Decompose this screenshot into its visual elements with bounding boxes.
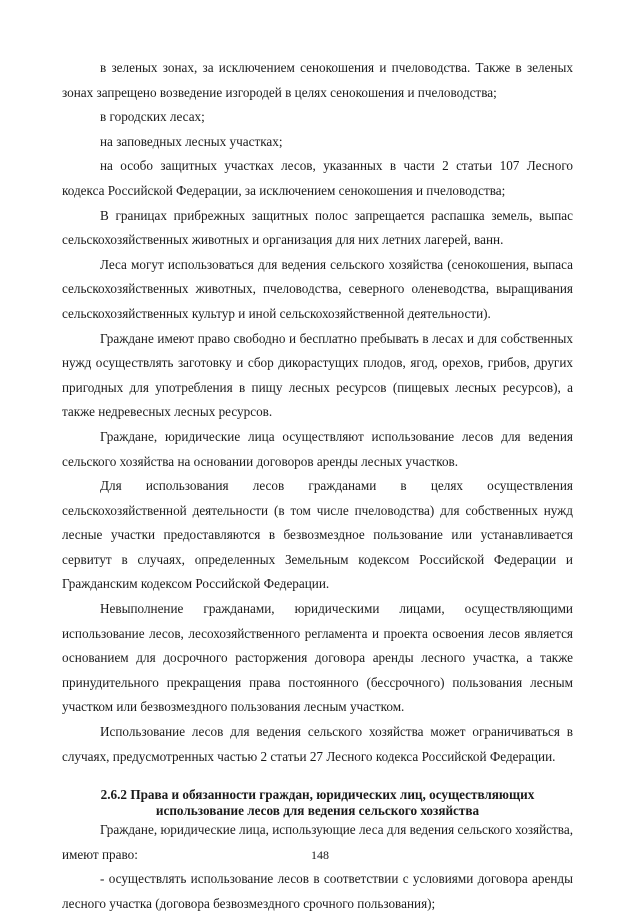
paragraph: - осуществлять использование лесов в соответствии с условиями договора аренды лесного участка (договора безвозмездного срочного пользования); [62, 871, 573, 911]
paragraph: В границах прибрежных защитных полос запрещается распашка земель, выпас сельскохозяйственных животных и организация для них летних лагерей, ванн. [62, 207, 573, 248]
paragraph: на заповедных лесных участках; [100, 133, 283, 149]
paragraph: Граждане, юридические лица осуществляют использование лесов для ведения сельского хозяйства на основании договоров аренды лесных участков. [62, 428, 573, 469]
paragraph: в городских лесах; [100, 109, 205, 125]
paragraph: Для использования лесов гражданами в целях осуществления сельскохозяйственной деятельности (в том числе пчеловодства) для собственных нужд лесные участки предоставляются в безвозмездное пользование или устанавливается сервитут в случаях, определенных Земельным кодексом Российской Федерации и Гражданским кодексом Российской Федерации. [62, 478, 573, 592]
document-body [62, 56, 573, 917]
paragraph: Невыполнение гражданами, юридическими лицами, осуществляющими использование лесов, лесохозяйственного регламента и проекта освоения лесов является основанием для досрочного расторжения договора аренды лесного участка, а также принудительного прекращения права постоянного (бессрочного) пользования лесным участком или безвозмездного пользования лесным участком. [62, 601, 573, 715]
paragraph: Леса могут использоваться для ведения сельского хозяйства (сенокошения, выпаса сельскохозяйственных животных, пчеловодства, северного оленеводства, выращивания сельскохозяйственных культур и иной сельскохозяйственной деятельности). [62, 256, 573, 321]
section-heading: 2.6.2 Права и обязанности граждан, юридических лиц, осуществляющих использование лесов для ведения сельского хозяйства [100, 787, 535, 818]
paragraph: на особо защитных участках лесов, указанных в части 2 статьи 107 Лесного кодекса Российской Федерации, за исключением сенокошения и пчеловодства; [62, 158, 573, 198]
paragraph: Использование лесов для ведения сельского хозяйства может ограничиваться в случаях, предусмотренных частью 2 статьи 27 Лесного кодекса Российской Федерации. [62, 724, 573, 764]
paragraph: Граждане, юридические лица, использующие леса для ведения сельского хозяйства, имеют право: [62, 822, 573, 862]
page-number: 148 [311, 848, 329, 862]
paragraph: в зеленых зонах, за исключением сенокошения и пчеловодства. Также в зеленых зонах запрещено возведение изгородей в целях сенокошения и пчеловодства; [62, 60, 573, 100]
paragraph: Граждане имеют право свободно и бесплатно пребывать в лесах и для собственных нужд осуществлять заготовку и сбор дикорастущих плодов, ягод, орехов, грибов, других пригодных для употребления в пищу лесных ресурсов (пищевых лесных ресурсов), а также недревесных лесных ресурсов. [62, 330, 573, 420]
